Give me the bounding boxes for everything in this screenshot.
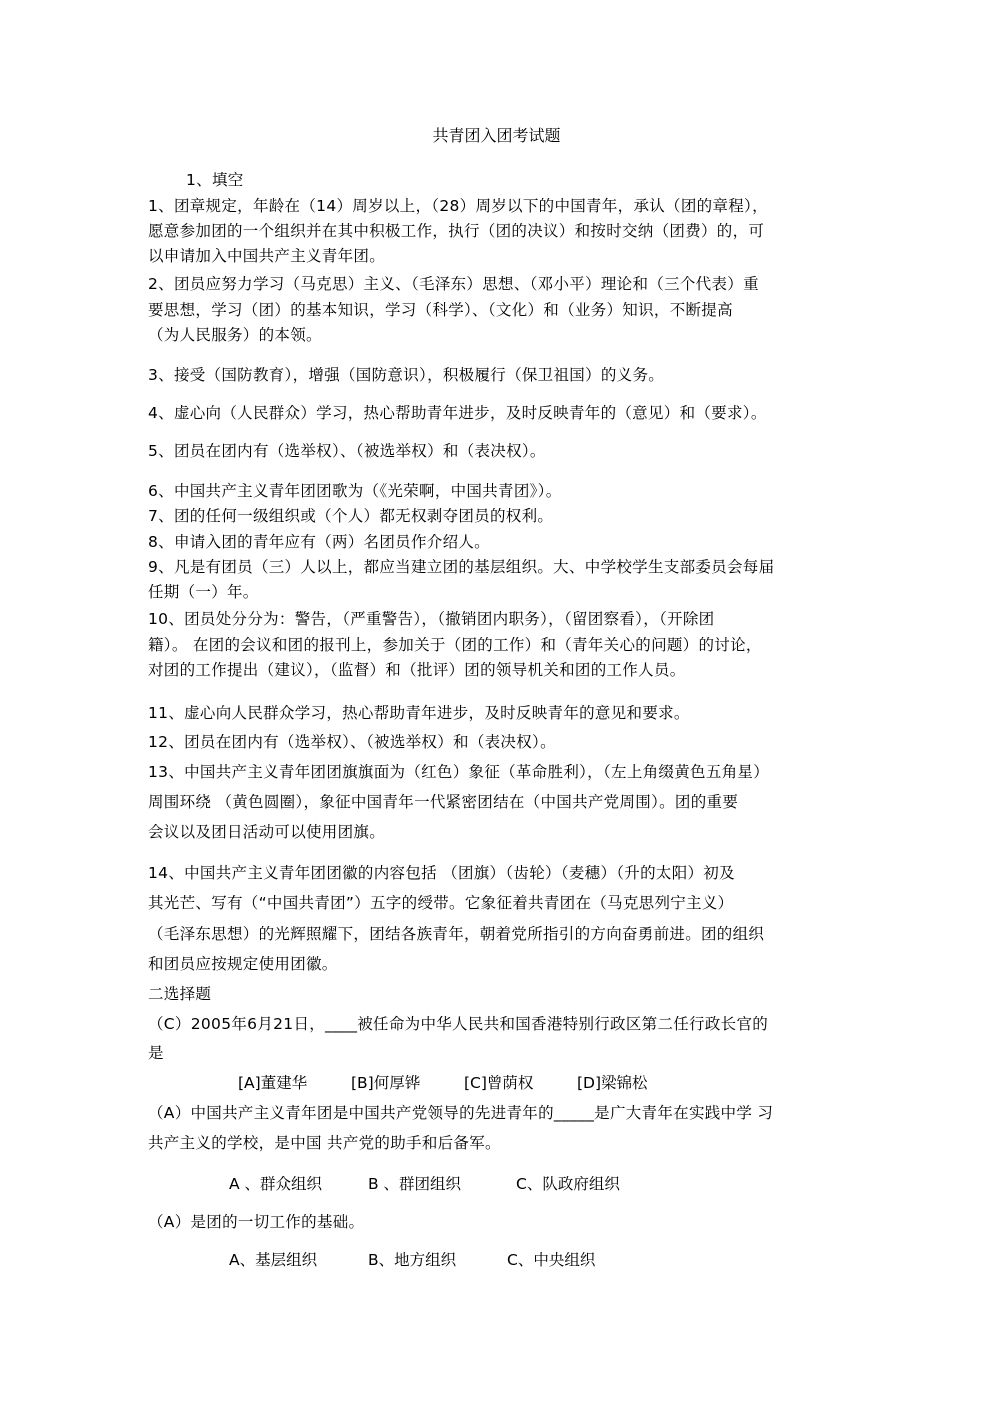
text-line: （A）是团的一切工作的基础。 [148, 1213, 365, 1231]
text-line: 3、接受（国防教育），增强（国防意识），积极履行（保卫祖国）的义务。 [148, 366, 665, 384]
text-line: 共产主义的学校，是中国 共产党的助手和后备军。 [148, 1134, 501, 1152]
section-heading: 1、填空 [186, 171, 244, 189]
question-2-options [229, 1174, 620, 1194]
text-line: （毛泽东思想）的光辉照耀下，团结各族青年，朝着党所指引的方向奋勇前进。团的组织 [148, 925, 765, 943]
text-line: 7、团的任何一级组织或（个人）都无权剥夺团员的权利。 [148, 507, 554, 525]
text-line: 11、虚心向人民群众学习，热心帮助青年进步，及时反映青年的意见和要求。 [148, 704, 690, 722]
text-line: 14、中国共产主义青年团团徽的内容包括 （团旗）（齿轮）（麦穗）（升的太阳）初及 [148, 864, 735, 882]
text-line: 8、申请入团的青年应有（两）名团员作介绍人。 [148, 533, 490, 551]
text-line: 对团的工作提出（建议），（监督）和（批评）团的领导机关和团的工作人员。 [148, 661, 686, 679]
option-a: A、基层组织 [229, 1251, 318, 1269]
option-b: B、地方组织 [368, 1251, 457, 1269]
text-line: 要思想，学习（团）的基本知识，学习（科学）、（文化）和（业务）知识，不断提高 [148, 301, 733, 319]
question-3-options [229, 1250, 595, 1270]
option-b: [B]何厚铧 [351, 1074, 421, 1092]
text-line: 2、团员应努力学习（马克思）主义、（毛泽东）思想、（邓小平）理论和（三个代表）重 [148, 275, 759, 293]
text-line: 以申请加入中国共产主义青年团。 [148, 247, 386, 265]
text-line: 12、团员在团内有（选举权）、（被选举权）和（表决权）。 [148, 733, 556, 751]
question-1-options [238, 1073, 648, 1093]
text-line: 其光芒、写有（“中国共青团”）五字的绶带。它象征着共青团在（马克思列宁主义） [148, 894, 734, 912]
page-title: 共青团入团考试题 [432, 126, 561, 145]
option-c: C、中央组织 [507, 1251, 596, 1269]
text-line: 周围环绕 （黄色圆圈），象征中国青年一代紧密团结在（中国共产党周围）。团的重要 [148, 793, 739, 811]
text-line: 是 [148, 1044, 164, 1062]
text-line: 任期（一）年。 [148, 583, 259, 601]
option-c: C、队政府组织 [516, 1175, 620, 1193]
text-line: （C）2005年6月21日，____被任命为中华人民共和国香港特别行政区第二任行政长官的 [148, 1015, 769, 1033]
option-a: A 、群众组织 [229, 1175, 323, 1193]
text-line: 和团员应按规定使用团徽。 [148, 955, 338, 973]
option-a: [A]董建华 [238, 1074, 308, 1092]
text-line: 9、凡是有团员（三）人以上，都应当建立团的基层组织。大、中学校学生支部委员会每届 [148, 558, 775, 576]
option-d: [D]梁锦松 [577, 1074, 648, 1092]
text-line: （为人民服务）的本领。 [148, 326, 322, 344]
text-line: （A）中国共产主义青年团是中国共产党领导的先进青年的_____是广大青年在实践中学 习 [148, 1104, 774, 1122]
text-line: 1、团章规定，年龄在（14）周岁以上，（28）周岁以下的中国青年，承认（团的章程）， [148, 197, 768, 215]
section-heading: 二选择题 [148, 985, 212, 1003]
text-line: 5、团员在团内有（选举权）、（被选举权）和（表决权）。 [148, 442, 546, 460]
option-b: B 、群团组织 [368, 1175, 462, 1193]
text-line: 10、团员处分分为：警告，（严重警告），（撤销团内职务），（留团察看），（开除团 [148, 610, 715, 628]
text-line: 6、中国共产主义青年团团歌为（《光荣啊，中国共青团》）。 [148, 482, 562, 500]
text-line: 愿意参加团的一个组织并在其中积极工作，执行（团的决议）和按时交纳（团费）的，可 [148, 222, 765, 240]
option-c: [C]曾荫权 [464, 1074, 534, 1092]
text-line: 13、中国共产主义青年团团旗旗面为（红色）象征（革命胜利），（左上角缀黄色五角星） [148, 763, 770, 781]
text-line: 会议以及团日活动可以使用团旗。 [148, 823, 386, 841]
text-line: 籍）。 在团的会议和团的报刊上，参加关于（团的工作）和（青年关心的问题）的讨论， [148, 636, 762, 654]
text-line: 4、虚心向（人民群众）学习，热心帮助青年进步，及时反映青年的（意见）和（要求）。 [148, 404, 767, 422]
